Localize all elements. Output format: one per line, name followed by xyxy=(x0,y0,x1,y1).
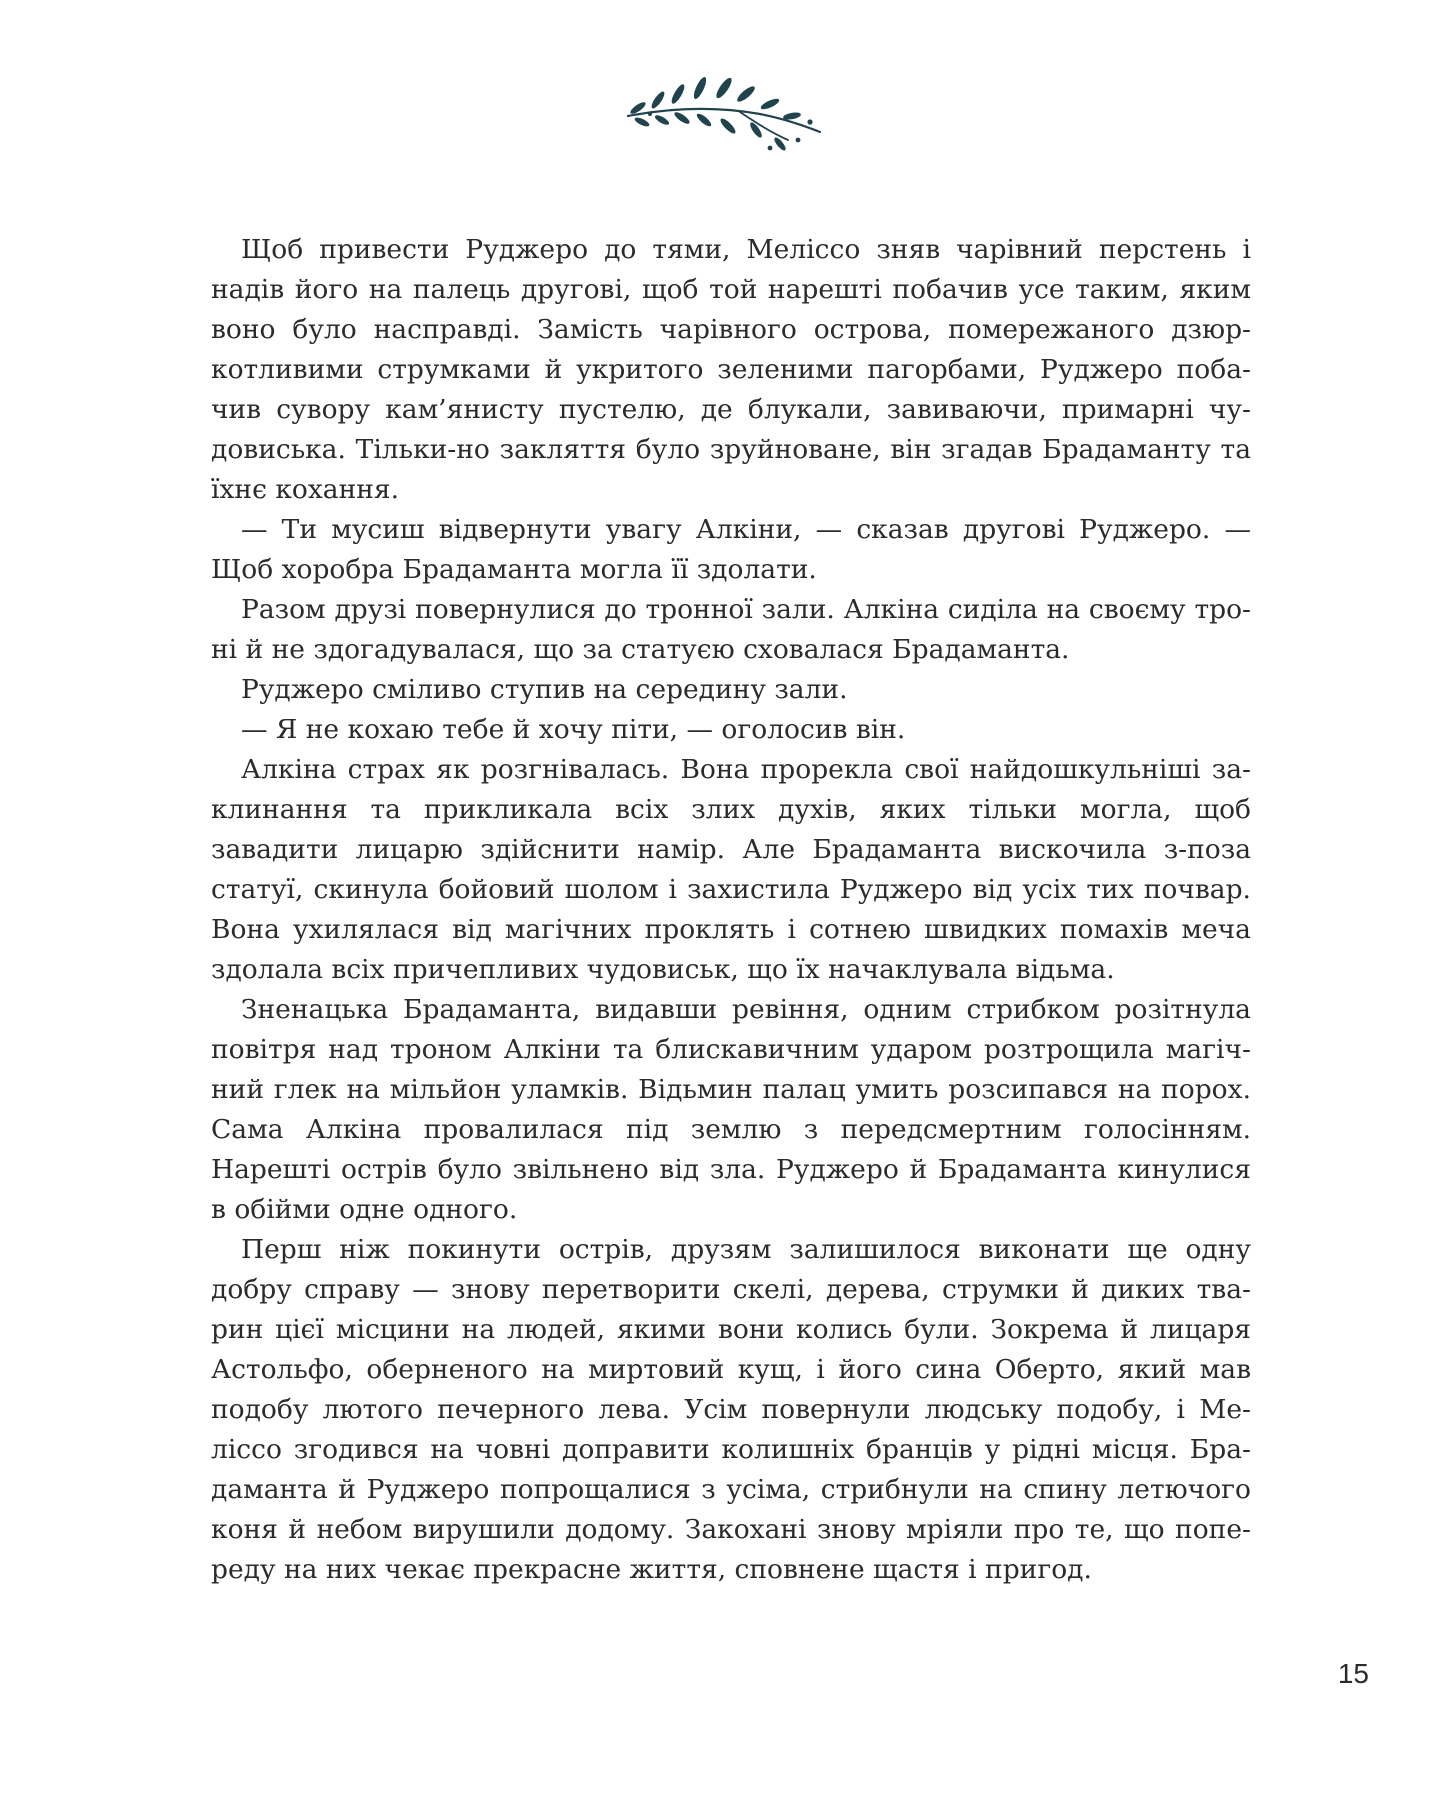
paragraph-6: Алкіна страх як розгнівалась. Вона прорекла свої найдошкульніші заклинання та прикликала всіх злих духів, яких тільки могла, щоб завадити лицарю здійснити намір. Але Брадаманта вискочила з-поза статуї, скинула бойовий шолом і захистила Руджеро від усіх тих почвар. Вона ухилялася від магічних проклять і сотнею швидких помахів меча здолала всіх причепливих чудовиськ, що їх начаклувала відьма. xyxy=(211,754,1251,985)
page-number: 15 xyxy=(1337,1658,1369,1689)
paragraph-1: Щоб привести Руджеро до тями, Меліссо зняв чарівний перстень і надів його на палець другові, щоб той нарешті побачив усе таким, яким воно було насправді. Замість чарівного острова, помережаного дзюркотливими струмками й укритого зеленими пагорбами, Руджеро побачив сувору кам’янисту пустелю, де блукали, завиваючи, примарні чудовиська. Тільки-но закляття було зруйноване, він згадав Брадаманту та їхнє кохання. xyxy=(211,234,1251,505)
leaf-branch-icon xyxy=(620,70,830,160)
story-text xyxy=(211,230,1251,1590)
paragraph-7: Зненацька Брадаманта, видавши ревіння, одним стрибком розітнула повітря над троном Алкіни та блискавичним ударом розтрощила магічний глек на мільйон уламків. Відьмин палац умить розсипався на порох. Сама Алкіна провалилася під землю з передсмертним голосінням. Нарешті острів було звільнено від зла. Руджеро й Брадаманта кинулися в обійми одне одного. xyxy=(211,994,1251,1225)
paragraph-3: Разом друзі повернулися до тронної зали. Алкіна сиділа на своєму троні й не здогадувалася, що за статуєю сховалася Брадаманта. xyxy=(211,594,1251,665)
paragraph-2: — Ти мусиш відвернути увагу Алкіни, — сказав другові Руджеро. — Щоб хоробра Брадаманта могла її здолати. xyxy=(211,514,1251,585)
paragraph-4: Руджеро сміливо ступив на середину зали. xyxy=(241,674,848,705)
paragraph-8: Перш ніж покинути острів, друзям залишилося виконати ще одну добру справу — знову перетворити скелі, дерева, струмки й диких тварин цієї місцини на людей, якими вони колись були. Зокрема й лицаря Астольфо, оберненого на миртовий кущ, і його сина Оберто, який мав подобу лютого печерного лева. Усім повернули людську подобу, і Меліссо згодився на човні доправити колишніх бранців у рідні місця. Брадаманта й Руджеро попрощалися з усіма, стрибнули на спину летючого коня й небом вирушили додому. Закохані знову мріяли про те, що попереду на них чекає прекрасне життя, сповнене щастя і пригод. xyxy=(211,1234,1251,1585)
paragraph-5: — Я не кохаю тебе й хочу піти, — оголосив він. xyxy=(241,714,906,745)
